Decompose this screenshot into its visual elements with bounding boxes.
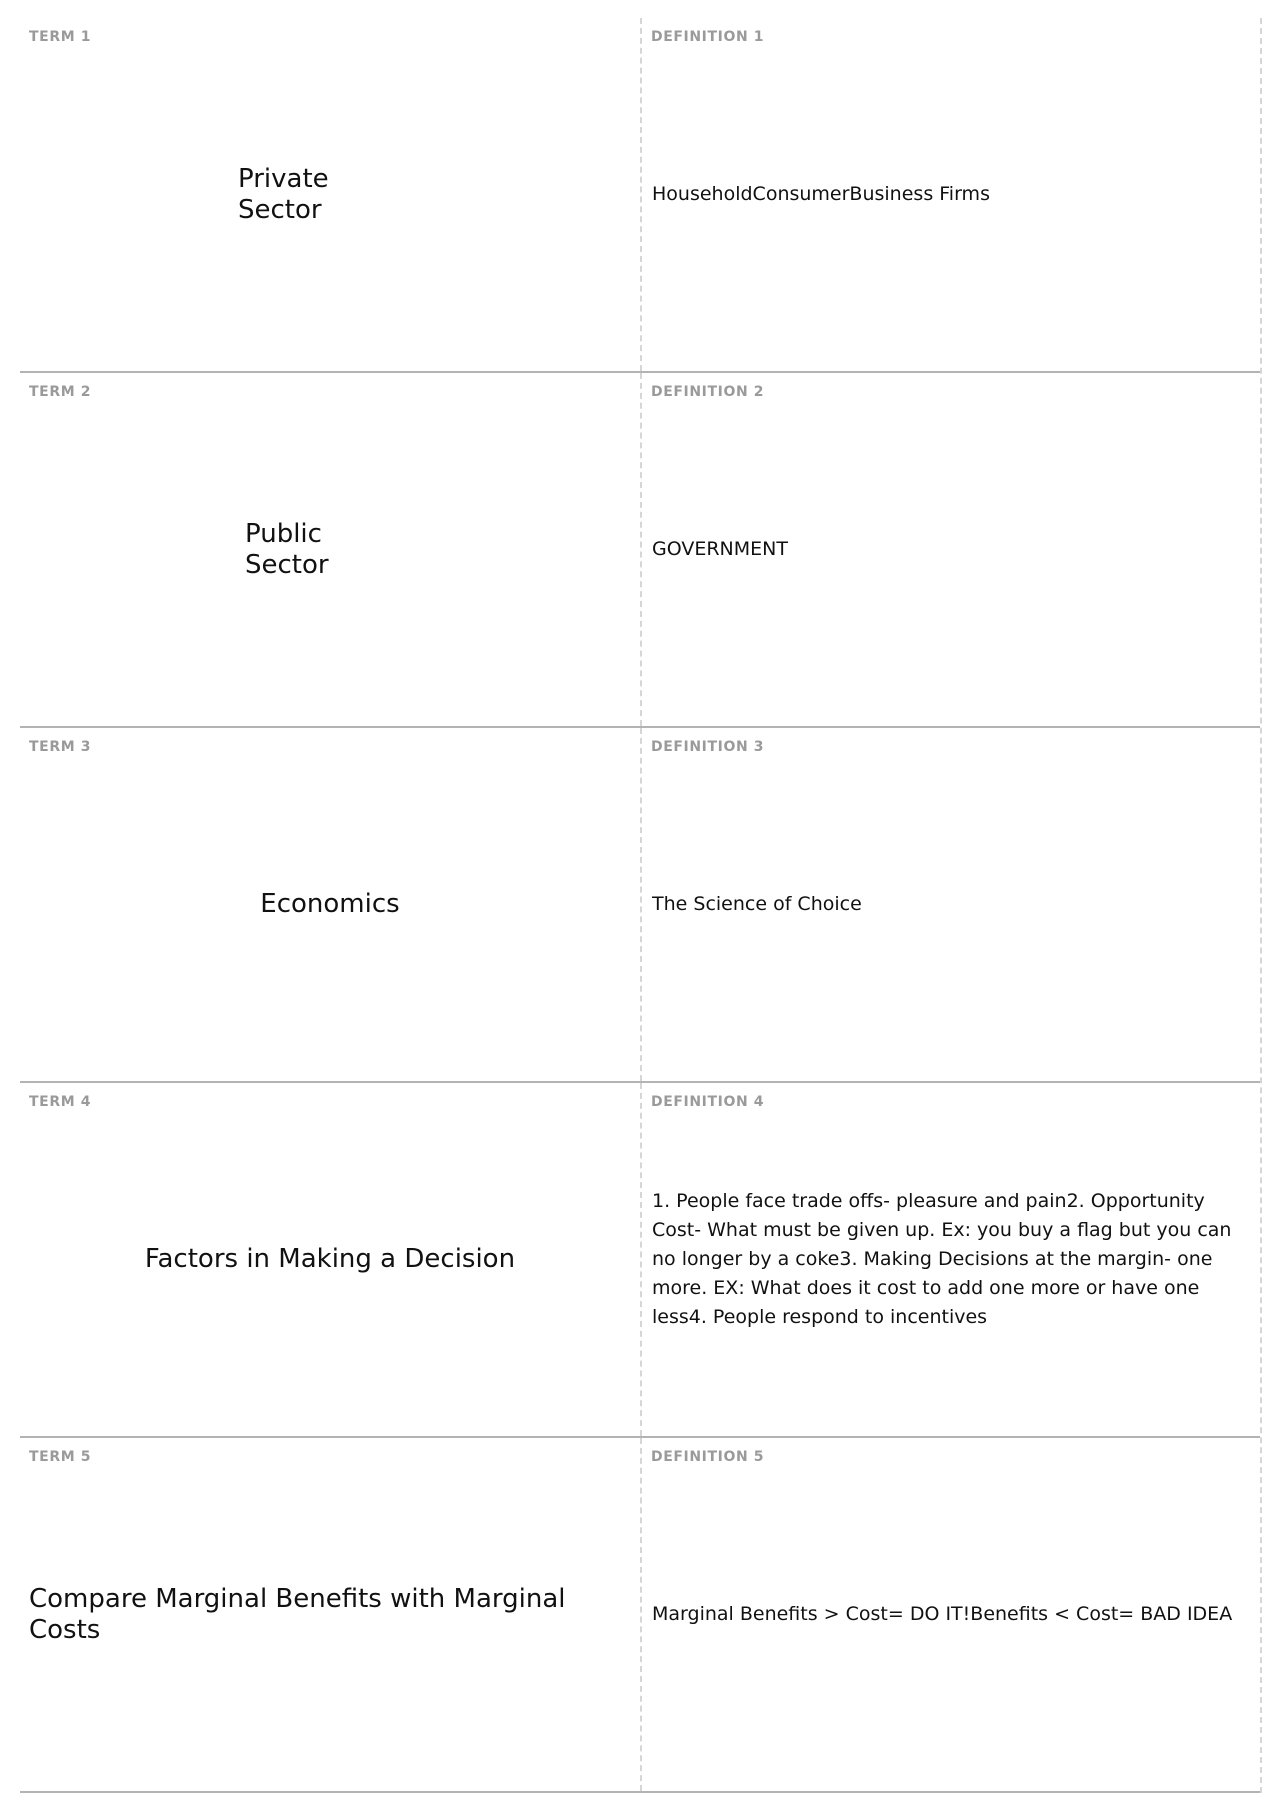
term-cell [20,1438,642,1791]
flashcard-row [20,1083,1260,1438]
flashcard-row [20,373,1260,728]
definition-text: HouseholdConsumerBusiness Firms [652,183,990,205]
term-label: TERM 4 [29,1094,92,1110]
term-text: Factors in Making a Decision [144,1244,516,1274]
term-label: TERM 3 [29,739,92,755]
definition-label: DEFINITION 1 [651,29,765,45]
term-cell [20,18,642,371]
term-text: Economics [260,889,400,919]
definition-text: GOVERNMENT [652,538,788,560]
definition-text: The Science of Choice [652,893,862,915]
term-label: TERM 2 [29,384,92,400]
term-label: TERM 5 [29,1449,92,1465]
definition-cell [642,373,1260,726]
flashcard-row [20,18,1260,373]
definition-cell [642,18,1260,371]
term-text: Private Sector [238,163,329,225]
flashcard-row [20,728,1260,1083]
term-cell [20,728,642,1081]
definition-text: 1. People face trade offs- pleasure and pain2. Opportunity Cost- What must be given up. Ex: you buy a flag but you can no longer by a coke3. Making Decisions at the margin- one more. EX: What does it cost to add one more or have one less4. People respond to incentives [652,1190,1232,1328]
term-cell [20,373,642,726]
term-cell [20,1083,642,1436]
definition-cell [642,1083,1260,1436]
definition-label: DEFINITION 4 [651,1094,765,1110]
definition-label: DEFINITION 3 [651,739,765,755]
term-label: TERM 1 [29,29,92,45]
flashcard-row [20,1438,1260,1793]
definition-cell [642,1438,1260,1791]
term-text: Compare Marginal Benefits with Marginal Costs [29,1583,566,1645]
flashcard-sheet [20,18,1262,1793]
definition-label: DEFINITION 5 [651,1449,765,1465]
definition-label: DEFINITION 2 [651,384,765,400]
definition-text: Marginal Benefits > Cost= DO IT!Benefits < Cost= BAD IDEA [652,1603,1233,1625]
term-text: Public Sector [245,518,329,580]
definition-cell [642,728,1260,1081]
